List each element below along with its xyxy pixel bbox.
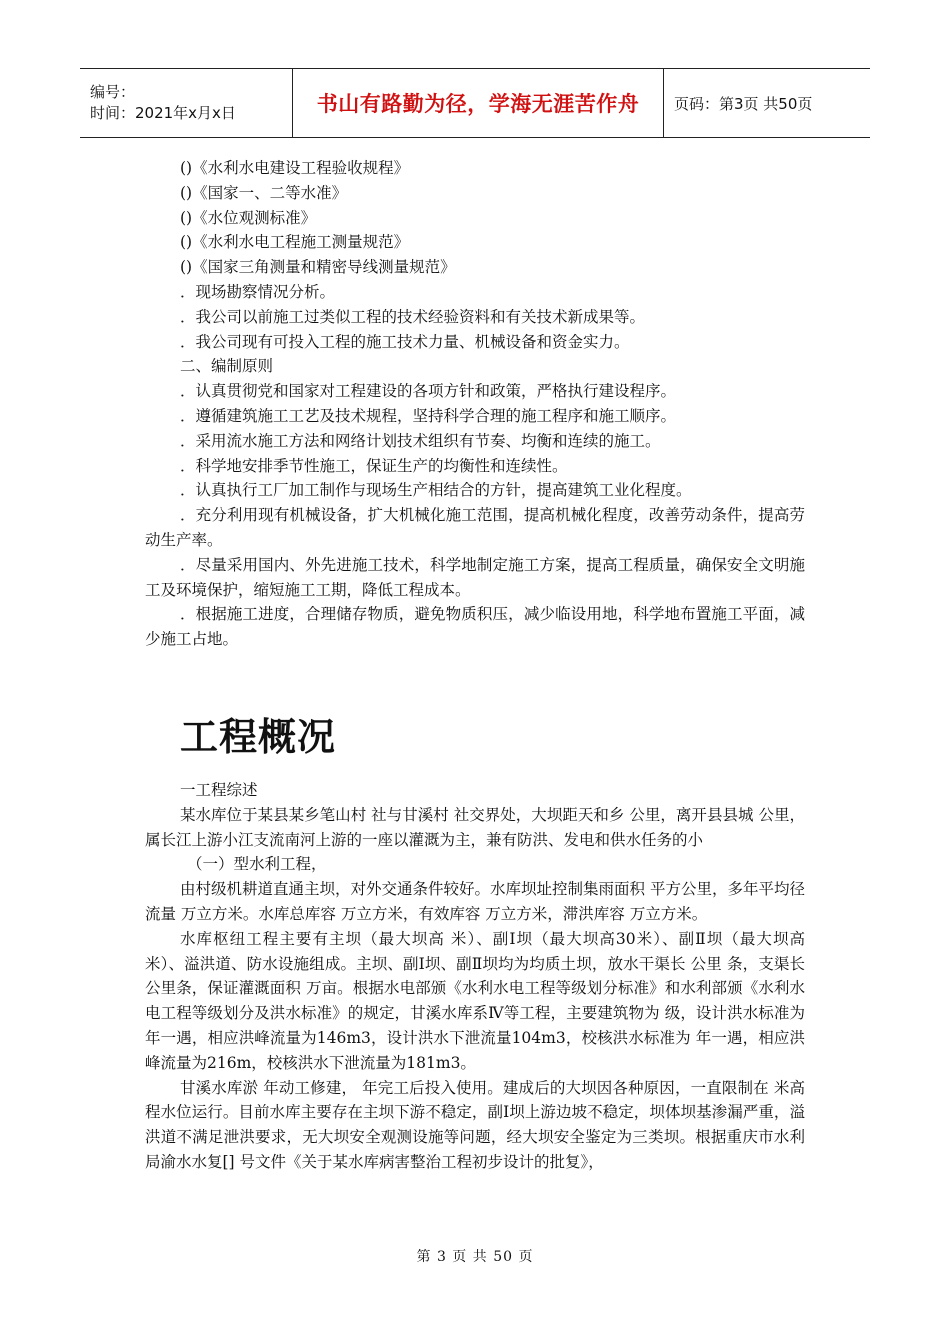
overview-paragraph: 由村级机耕道直通主坝，对外交通条件较好。水库坝址控制集雨面积 平方公里，多年平均径流量 万立方米。水库总库容 万立方米，有效库容 万立方米，滞洪库容 万立方米。 <box>145 880 805 923</box>
ref-line: ()《水位观测标准》 <box>180 208 317 227</box>
ref-line: ()《国家三角测量和精密导线测量规范》 <box>180 258 456 277</box>
principle-line: ．采用流水施工方法和网络计划技术组织有节奏、均衡和连续的施工。 <box>180 431 661 450</box>
basis-line: ．现场勘察情况分析。 <box>180 282 336 301</box>
principle-paragraph: ．充分利用现有机械设备，扩大机械化施工范围，提高机械化程度，改善劳动条件，提高劳动生产率。 <box>145 506 805 549</box>
principle-line: ．认真贯彻党和国家对工程建设的各项方针和政策，严格执行建设程序。 <box>180 382 677 401</box>
header-meta <box>80 69 293 137</box>
overview-line: （一）型水利工程， <box>187 855 327 874</box>
header-slogan <box>293 69 664 137</box>
basis-line: ．我公司以前施工过类似工程的技术经验资料和有关技术新成果等。 <box>180 307 646 326</box>
basis-line: ．我公司现有可投入工程的施工技术力量、机械设备和资金实力。 <box>180 332 630 351</box>
header-number: 编号： <box>90 83 136 101</box>
page-footer: 第 3 页 共 50 页 <box>416 1249 534 1265</box>
overview-paragraph: 某水库位于某县某乡笔山村 社与甘溪村 社交界处，大坝距天和乡 公里，离开县县城 公里，属长江上游小江支流南河上游的一座以灌溉为主，兼有防洪、发电和供水任务的小 <box>145 805 805 849</box>
principle-line: ．遵循建筑施工工艺及技术规程，坚持科学合理的施工程序和施工顺序。 <box>180 406 677 425</box>
principle-paragraph: ．根据施工进度，合理储存物质，避免物质积压，减少临设用地，科学地布置施工平面，减少施工占地。 <box>145 605 805 649</box>
page-label: 页码：第3页 共50页 <box>674 94 813 113</box>
ref-line: ()《水利水电工程施工测量规范》 <box>180 233 410 252</box>
header-time: 时间：2021年x月x日 <box>90 104 236 122</box>
ref-line: ()《国家一、二等水准》 <box>180 183 348 202</box>
overview-subtitle: 一工程综述 <box>180 781 258 799</box>
principle-paragraph: ．尽量采用国内、外先进施工技术，科学地制定施工方案，提高工程质量，确保安全文明施工及环境保护，缩短施工工期，降低工程成本。 <box>145 555 805 599</box>
header-page <box>664 69 870 137</box>
intro-content <box>145 156 805 652</box>
principle-line: ．认真执行工厂加工制作与现场生产相结合的方针，提高建筑工业化程度。 <box>180 481 692 500</box>
overview-content <box>145 778 805 1175</box>
ref-line: ()《水利水电建设工程验收规程》 <box>180 159 410 177</box>
page-header <box>80 68 870 138</box>
section-title: 工程概况 <box>180 715 337 759</box>
overview-paragraph: 甘溪水库淤 年动工修建， 年完工后投入使用。建成后的大坝因各种原因，一直限制在 米高程水位运行。目前水库主要存在主坝下游不稳定，副Ⅰ坝上游边坡不稳定，坝体坝基渗漏严重，溢洪道不满足泄洪要求，无大坝安全观测设施等问题，经大坝安全鉴定为三类坝。根据重庆市水利局渝水水复[] 号文件《关于某水库病害整治工程初步设计的批复》， <box>145 1078 805 1171</box>
slogan-text: 书山有路勤为径，学海无涯苦作舟 <box>316 92 640 116</box>
overview-paragraph: 水库枢纽工程主要有主坝（最大坝高 米）、副Ⅰ坝（最大坝高30米）、副Ⅱ坝（最大坝高 米）、溢洪道、防水设施组成。主坝、副Ⅰ坝、副Ⅱ坝均为均质土坝，放水干渠长 公里 条，支渠长 公里条，保证灌溉面积 万亩。根据水电部颁《水利水电工程等级划分标准》和水利部颁《水利水电工程等级划分及洪水标准》的规定，甘溪水库系Ⅳ等工程，主要建筑物为 级，设计洪水标准为 年一遇，相应洪峰流量为146m3，设计洪水下泄流量104m3，校核洪水标准为 年一遇，相应洪峰流量为216m，校核洪水下泄流量为181m3。 <box>145 929 805 1072</box>
section-heading-principles: 二、编制原则 <box>180 357 274 376</box>
principle-line: ．科学地安排季节性施工，保证生产的均衡性和连续性。 <box>180 456 568 475</box>
